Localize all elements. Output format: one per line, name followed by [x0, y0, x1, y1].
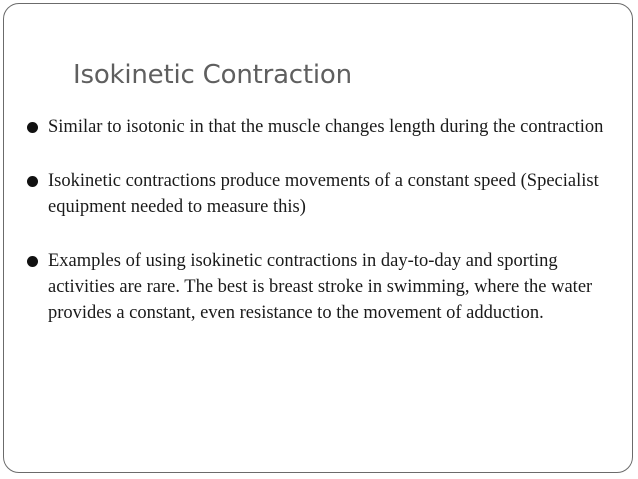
bullet-dot-icon: [27, 256, 38, 267]
bullet-text: Similar to isotonic in that the muscle changes length during the contraction: [48, 117, 604, 137]
bullet-list: [26, 114, 606, 354]
bullet-text: Examples of using isokinetic contractions in day-to-day and sporting activities are rare. The best is breast stroke in swimming, where the water provides a constant, even resistance to the movement of adduction.: [48, 251, 593, 323]
slide-frame: [3, 3, 633, 473]
bullet-dot-icon: [27, 176, 38, 187]
slide-title: Isokinetic Contraction: [73, 60, 352, 90]
bullet-item: [26, 248, 606, 326]
bullet-item: [26, 114, 606, 140]
bullet-text: Isokinetic contractions produce movements of a constant speed (Specialist equipment needed to measure this): [48, 171, 599, 217]
bullet-item: [26, 168, 606, 220]
bullet-dot-icon: [27, 122, 38, 133]
